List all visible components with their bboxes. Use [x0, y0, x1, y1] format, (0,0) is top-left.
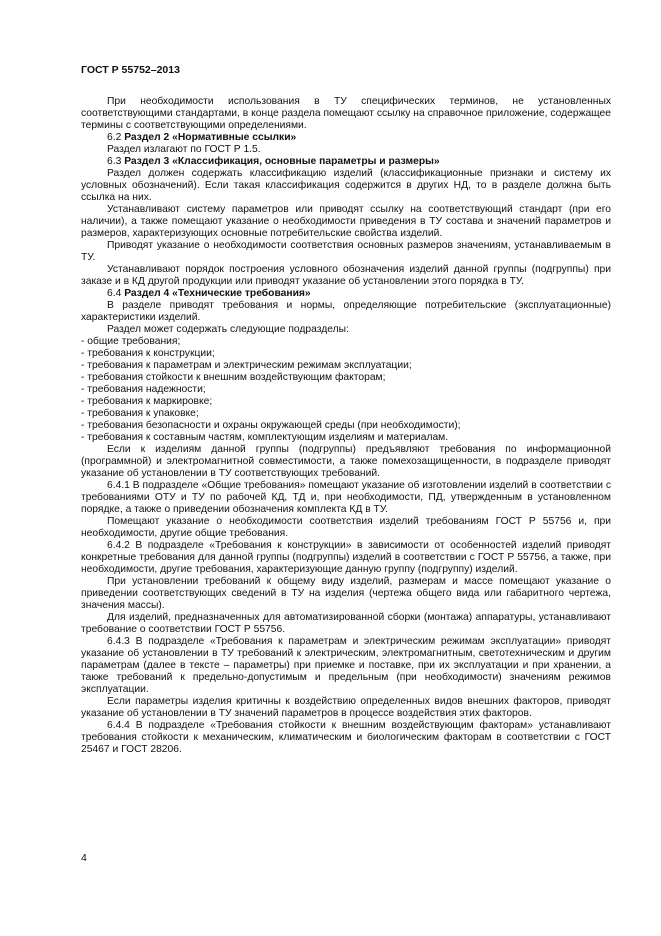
- section-heading: [81, 132, 611, 144]
- paragraph: 6.4.3 В подразделе «Требования к параметрам и электрическим режимам эксплуатации» приводят указание об установлении в ТУ требований к электрическим, электромагнитным, светотехническим и другим параметрам (далее в тексте – параметры) при приемке и поставке, при их эксплуатации и при хранении, а также требований к предельно-допустимым и предельным (при необходимости) значениям режимов эксплуатации.: [81, 636, 611, 695]
- document-header: ГОСТ Р 55752–2013: [81, 64, 180, 76]
- list-item: - общие требования;: [81, 336, 181, 347]
- section-heading: [81, 288, 611, 300]
- paragraph: Устанавливают порядок построения условного обозначения изделий данной группы (подгруппы) при заказе и в КД другой продукции или приводят указание об установлении этого порядка в ТУ.: [81, 264, 611, 287]
- paragraph: Помещают указание о необходимости соответствия изделий требованиям ГОСТ Р 55756 и, при необходимости, другие общие требования.: [81, 516, 611, 539]
- paragraph: При установлении требований к общему виду изделий, размерам и массе помещают указание о приведении соответствующих сведений в ТУ на изделия (чертежа общего вида или габаритного чертежа, значения массы).: [81, 576, 611, 611]
- paragraph: 6.4.2 В подразделе «Требования к конструкции» в зависимости от особенностей изделий приводят конкретные требования для данной группы (подгруппы) изделий в соответствии с ГОСТ Р 55756, а также, при необходимости, другие требования, характеризующие данную группу (подгруппу) изделий.: [81, 540, 611, 575]
- section-number: 6.3: [107, 156, 125, 167]
- paragraph: 6.4.1 В подразделе «Общие требования» помещают указание об изготовлении изделий в соответствии с требованиями ОТУ и ТУ по рабочей КД, ТД и, при необходимости, ПД, утвержденным в установленном порядке, а также о приведении обозначения комплекта КД в ТУ.: [81, 480, 611, 515]
- section-title: Раздел 3 «Классификация, основные параметры и размеры»: [124, 156, 440, 167]
- list-item: - требования к маркировке;: [81, 396, 213, 407]
- section-number: 6.2: [107, 132, 125, 143]
- list-item: - требования безопасности и охраны окружающей среды (при необходимости);: [81, 420, 461, 431]
- paragraph: Раздел должен содержать классификацию изделий (классификационные признаки и систему их условных обозначений). Если такая классификация содержится в других НД, то в разделе должна быть ссылка на них.: [81, 168, 611, 203]
- paragraph: Для изделий, предназначенных для автоматизированной сборки (монтажа) аппаратуры, устанавливают требование о соответствии ГОСТ Р 55756.: [81, 612, 611, 635]
- document-body: [81, 96, 611, 756]
- paragraph: При необходимости использования в ТУ специфических терминов, не установленных соответствующими стандартами, в конце раздела помещают ссылку на справочное приложение, содержащее термины с соответствующими определениями.: [81, 96, 611, 131]
- list-item: - требования к составным частям, комплектующим изделиям и материалам.: [81, 432, 449, 443]
- list-item: - требования к параметрам и электрическим режимам эксплуатации;: [81, 360, 412, 371]
- paragraph: Устанавливают систему параметров или приводят ссылку на соответствующий стандарт (при его наличии), а также помещают указание о необходимости приведения в ТУ состава и значений параметров и размеров, характеризующих основные потребительские свойства изделий.: [81, 204, 611, 239]
- section-title: Раздел 2 «Нормативные ссылки»: [124, 132, 297, 143]
- paragraph: Если параметры изделия критичны к воздействию определенных видов внешних факторов, приводят указание об установлении в ТУ значений параметров в процессе воздействия этих факторов.: [81, 696, 611, 719]
- list-item: - требования надежности;: [81, 384, 206, 395]
- paragraph: Если к изделиям данной группы (подгруппы) предъявляют требования по информационной (программной) и электромагнитной совместимости, а также помехозащищенности, в подразделе приводят указание об установлении в ТУ соответствующих требований.: [81, 444, 611, 479]
- list-item: - требования стойкости к внешним воздействующим факторам;: [81, 372, 386, 383]
- section-heading: [81, 156, 611, 168]
- paragraph: Приводят указание о необходимости соответствия основных размеров значениям, устанавливаемым в ТУ.: [81, 240, 611, 263]
- section-number: 6.4: [107, 288, 125, 299]
- list-item: - требования к конструкции;: [81, 348, 215, 359]
- page-number: 4: [81, 852, 87, 864]
- paragraph: Раздел излагают по ГОСТ Р 1.5.: [107, 144, 261, 155]
- paragraph: 6.4.4 В подразделе «Требования стойкости к внешним воздействующим факторам» устанавливают требования стойкости к механическим, климатическим и биологическим факторам в соответствии с ГОСТ 25467 и ГОСТ 28206.: [81, 720, 611, 755]
- list-item: - требования к упаковке;: [81, 408, 199, 419]
- paragraph: Раздел может содержать следующие подразделы:: [107, 324, 349, 335]
- paragraph: В разделе приводят требования и нормы, определяющие потребительские (эксплуатационные) характеристики изделий.: [81, 300, 611, 323]
- section-title: Раздел 4 «Технические требования»: [124, 288, 311, 299]
